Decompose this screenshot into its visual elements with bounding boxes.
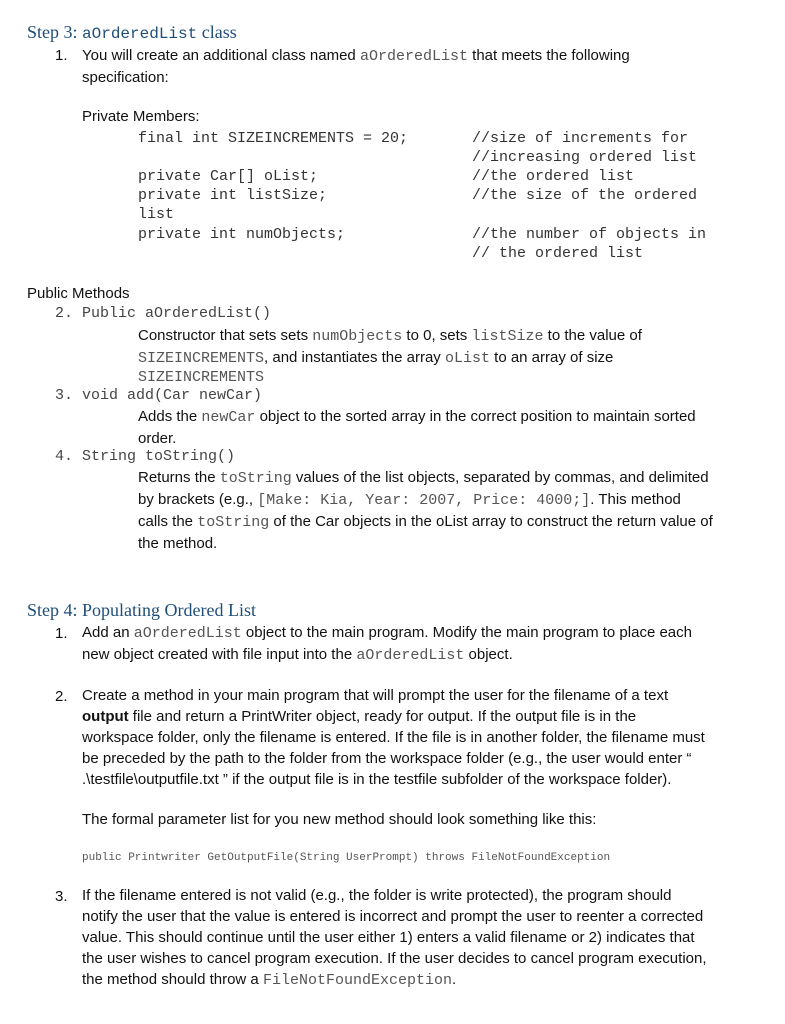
code-comment: //size of increments for [472, 130, 689, 147]
method4-description: Returns the toString values of the list objects, separated by commas, and delimited by brackets (e.g., [Make: Kia, Year: 2007, Price: 4000;]. This method calls the toString of the Car objects in the oList array to construct the return value of the method. [138, 469, 713, 552]
code-line-numobjects: private int numObjects; [138, 226, 346, 243]
formal-parameter-note: The formal parameter list for you new method should look something like this: [82, 811, 597, 828]
method3-signature: void add(Car newCar) [82, 387, 263, 404]
step3-item1-number: 1. [55, 47, 68, 64]
method3-description: Adds the newCar object to the sorted array in the correct position to maintain sorted order. [138, 408, 696, 447]
step3-heading: Step 3: aOrderedList class [27, 22, 237, 43]
code-line-olist: private Car[] oList; [138, 168, 319, 185]
public-methods-label: Public Methods [27, 285, 130, 302]
step4-item1-text: Add an aOrderedList object to the main program. Modify the main program to place each new object created with file input into the aOrderedList object. [82, 624, 692, 664]
code-comment: //the number of objects in [472, 226, 707, 243]
code-comment: //increasing ordered list [472, 149, 698, 166]
code-comment: //the size of the ordered [472, 187, 698, 204]
code-line-sizeincrements: final int SIZEINCREMENTS = 20; [138, 130, 409, 147]
code-comment: //the ordered list [472, 168, 635, 185]
method4-signature: String toString() [82, 448, 236, 465]
step4-item2-text: Create a method in your main program that will prompt the user for the filename of a text output file and return a PrintWriter object, ready for output. If the output file is in the workspace folder, only the filename is entered. If the file is in another folder, the filename must be preceded by the path to the folder from the workspace folder (e.g., the user would enter “ .\testfile\outputfile.txt ” if the output file is in the testfile subfolder of the workspace folder). [82, 687, 705, 788]
step4-heading: Step 4: Populating Ordered List [27, 600, 256, 620]
step3-item1-text: You will create an additional class named aOrderedList that meets the following specification: [82, 47, 630, 86]
step4-item3-text: If the filename entered is not valid (e.g., the folder is write protected), the program should notify the user that the value is entered is incorrect and prompt the user to reenter a corrected value. This should continue until the user either 1) enters a valid filename or 2) indicates that the user wishes to cancel program execution. If the user decides to cancel program execution, the method should throw a FileNotFoundException. [82, 887, 707, 989]
step4-item2-number: 2. [55, 688, 68, 705]
code-comment: // the ordered list [472, 245, 644, 262]
step4-item1-number: 1. [55, 625, 68, 642]
code-line-list-wrap: list [138, 206, 175, 223]
method-signature-code: public Printwriter GetOutputFile(String UserPrompt) throws FileNotFoundException [82, 852, 611, 864]
method2-description: Constructor that sets sets numObjects to 0, sets listSize to the value of SIZEINCREMENTS, and instantiates the array oList to an array of size SIZEINCREMENTS [138, 327, 642, 386]
method2-signature: Public aOrderedList() [82, 305, 272, 322]
method4-number: 4. [55, 448, 74, 465]
method3-number: 3. [55, 387, 74, 404]
step4-item3-number: 3. [55, 888, 68, 905]
code-line-listsize: private int listSize; [138, 187, 328, 204]
private-members-label: Private Members: [82, 108, 200, 125]
method2-number: 2. [55, 305, 74, 322]
